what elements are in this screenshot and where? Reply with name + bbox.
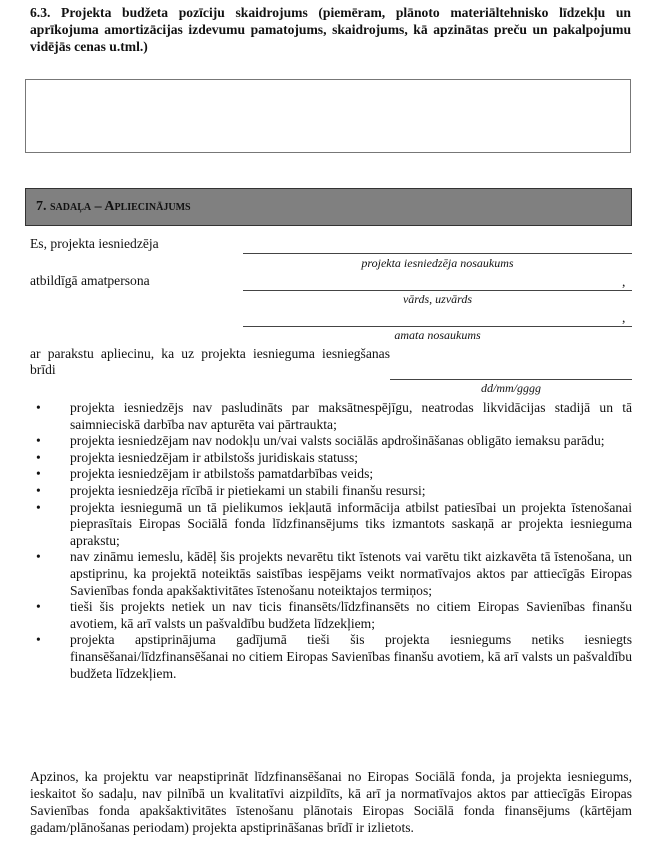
bullet-icon: •	[36, 466, 41, 482]
applicant-name-caption: projekta iesniedzēja nosaukums	[361, 256, 514, 270]
comma: ,	[622, 274, 626, 289]
list-item-text: projekta apstiprinājuma gadījumā tieši šis projekta iesniegums netiks iesniegts finansēšanai/līdzfinansēšanai no citiem Eiropas Savienības finanšu avotiem, kā arī valsts un pašvaldību budžeta līdzekļiem.	[70, 632, 632, 681]
budget-explanation-field[interactable]	[25, 79, 631, 153]
list-item	[30, 400, 632, 433]
list-item-text: projekta iesniedzējs nav pasludināts par maksātnespējīgu, neatrodas likvidācijas stadijā un tā saimnieciskā darbība nav apturēta vai pārtraukta;	[70, 400, 632, 432]
official-name-line[interactable]	[243, 290, 632, 291]
list-item-text: projekta iesniegumā un tā pielikumos iekļautā informācija atbilst patiesībai un projekta īstenošanai pieprasītais Eiropas Sociālā fonda līdzfinansējums tiks izmantots saskaņā ar projekta iesnieguma aprakstu;	[70, 499, 632, 548]
list-item-text: projekta iesniedzējam ir atbilstošs pamatdarbības veids;	[70, 466, 374, 482]
section-title: sadaļa – Apliecinājums	[50, 199, 191, 214]
date-line[interactable]	[390, 379, 632, 380]
list-item-text: projekta iesniedzējam ir atbilstošs juridiskais statuss;	[70, 449, 359, 465]
applicant-name-line[interactable]	[243, 253, 632, 254]
list-item-text: tieši šis projekts netiek un nav ticis finansēts/līdzfinansēts no citiem Eiropas Savienības finanšu avotiem, kā arī valsts un pašvaldību budžeta līdzekļiem;	[70, 599, 632, 631]
section-6-3-heading: 6.3. Projekta budžeta pozīciju skaidrojums (piemēram, plānoto materiāltehnisko līdzekļu un aprīkojuma amortizācijas izdevumu pamatojums, skaidrojums, kā apzinātas preču un pakalpojumu vidējās cenas u.tml.)	[30, 5, 631, 54]
bullet-icon: •	[36, 482, 41, 498]
position-caption: amata nosaukums	[394, 328, 481, 342]
date-caption: dd/mm/gggg	[481, 381, 541, 395]
list-item-text: projekta iesniedzējam nav nodokļu un/vai valsts sociālās apdrošināšanas obligāto iemaksu parādu;	[70, 433, 605, 449]
bullet-icon: •	[36, 400, 41, 415]
closing-paragraph: Apzinos, ka projektu var neapstiprināt līdzfinansēšanai no Eiropas Sociālā fonda, ja projekta iesniegums, ieskaitot šo sadaļu, nav pilnībā un kvalitatīvi aizpildīts, kā arī ja normatīvajos aktos par attiecīgās Eiropas Savienības fonda apakšaktivitātes īstenošanu plānotais Eiropas Sociālā fonda finansējums (kārtējam gadam/plānošanas periodam) projekta apstiprināšanas brīdī ir izlietots.	[30, 769, 632, 835]
section-7-header	[25, 188, 632, 226]
intro-official: atbildīgā amatpersona	[30, 273, 150, 288]
list-item	[30, 450, 632, 467]
list-item	[30, 500, 632, 550]
comma: ,	[622, 310, 626, 325]
list-item	[30, 483, 632, 500]
list-item	[30, 466, 632, 483]
list-item	[30, 433, 632, 450]
official-name-caption: vārds, uzvārds	[402, 292, 473, 306]
list-item	[30, 549, 632, 599]
bullet-icon: •	[36, 599, 41, 615]
list-item	[30, 599, 632, 632]
bullet-icon: •	[36, 433, 41, 449]
list-item-text: nav zināmu iemeslu, kādēļ šis projekts nevarētu tikt īstenots vai varētu tikt aizkavēta tā īstenošana, un apstiprinu, ka projektā noteiktās saistības iespējams veikt normatīvajos aktos par attiecīgās Eiropas Savienības fonda apakšaktivitātes īstenošanu noteiktajos termiņos;	[70, 549, 632, 598]
bullet-icon: •	[36, 499, 41, 515]
bullet-icon: •	[36, 549, 41, 565]
list-item-text: projekta iesniedzēja rīcībā ir pietiekami un stabili finanšu resursi;	[70, 482, 426, 498]
intro-confirm: ar parakstu apliecinu, ka uz projekta iesnieguma iesniegšanas brīdi	[30, 346, 390, 377]
bullet-icon: •	[36, 632, 41, 648]
confirmation-list	[30, 400, 632, 682]
list-item	[30, 632, 632, 682]
position-line[interactable]	[243, 326, 632, 327]
intro-applicant: Es, projekta iesniedzēja	[30, 236, 159, 251]
section-number: 7.	[36, 199, 47, 214]
bullet-icon: •	[36, 449, 41, 465]
